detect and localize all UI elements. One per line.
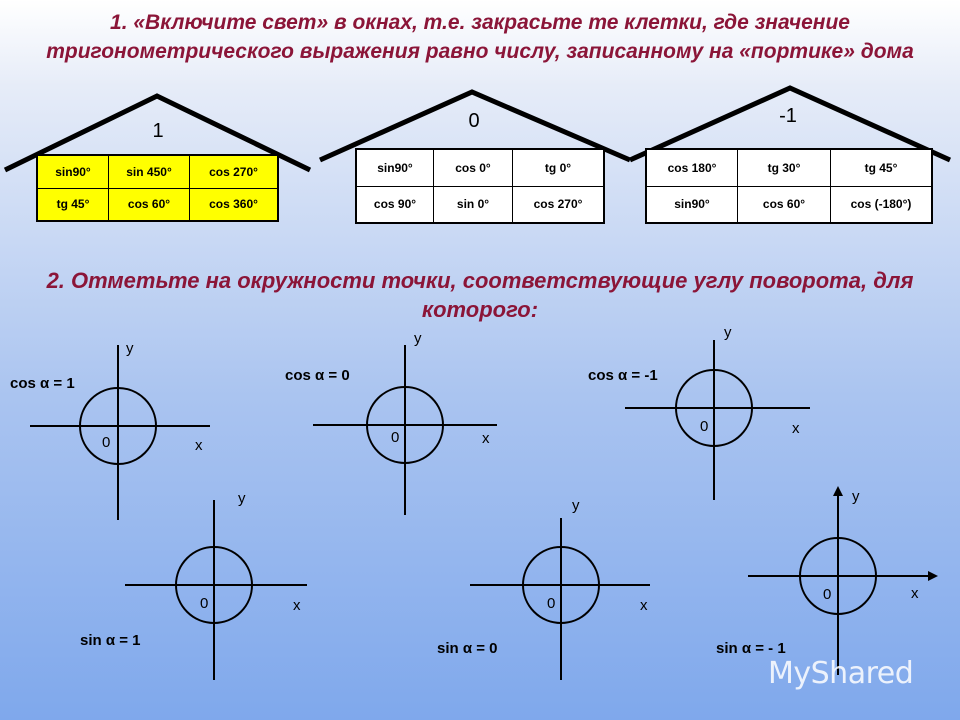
origin-label: 0	[200, 595, 209, 612]
origin-label: 0	[102, 434, 111, 451]
origin-label: 0	[391, 429, 400, 446]
window-cell[interactable]: cos 360°	[190, 188, 279, 221]
coord-system-1	[30, 345, 210, 520]
y-axis-label: y	[238, 490, 246, 507]
window-cell[interactable]: cos (-180°)	[831, 186, 933, 223]
condition-6: sin α = - 1	[716, 640, 786, 657]
coord-system-4	[125, 500, 307, 680]
house-1-label: 1	[152, 120, 164, 142]
y-axis-label: y	[126, 340, 134, 357]
origin-label: 0	[823, 586, 832, 603]
origin-label: 0	[547, 595, 556, 612]
watermark-logo: MyShared	[768, 656, 914, 691]
window-cell[interactable]: cos 90°	[356, 186, 434, 223]
condition-1: cos α = 1	[10, 375, 75, 392]
condition-2: cos α = 0	[285, 367, 350, 384]
house-1-windows	[36, 154, 279, 222]
x-axis-label: x	[293, 597, 301, 614]
task1-text: 1. «Включите свет» в окнах, т.е. закрасьте те клетки, где значение тригонометрического выражения равно числу, записанному на «портике» дома	[46, 11, 914, 63]
window-cell[interactable]: cos 60°	[738, 186, 831, 223]
origin-label: 0	[700, 418, 709, 435]
house-2-label: 0	[468, 110, 480, 132]
window-cell[interactable]: sin 0°	[434, 186, 513, 223]
x-axis-label: x	[911, 585, 919, 602]
house-3-windows	[645, 148, 933, 224]
house-3-label: -1	[779, 105, 797, 127]
house-2-windows	[355, 148, 605, 224]
window-cell[interactable]: cos 60°	[109, 188, 190, 221]
window-cell[interactable]: cos 270°	[513, 186, 605, 223]
x-axis-label: x	[640, 597, 648, 614]
window-cell[interactable]: sin90°	[37, 155, 109, 188]
y-axis-label: y	[852, 488, 860, 505]
y-axis-label: y	[572, 497, 580, 514]
condition-4: sin α = 1	[80, 632, 141, 649]
window-cell[interactable]: tg 45°	[831, 149, 933, 186]
window-cell[interactable]: cos 270°	[190, 155, 279, 188]
y-axis-label: y	[724, 324, 732, 341]
x-axis-label: x	[195, 437, 203, 454]
window-cell[interactable]: tg 45°	[37, 188, 109, 221]
y-axis-label: y	[414, 330, 422, 347]
condition-5: sin α = 0	[437, 640, 498, 657]
window-cell[interactable]: cos 0°	[434, 149, 513, 186]
coord-system-3	[625, 340, 810, 500]
window-cell[interactable]: tg 30°	[738, 149, 831, 186]
x-axis-label: x	[482, 430, 490, 447]
window-cell[interactable]: sin 450°	[109, 155, 190, 188]
window-cell[interactable]: tg 0°	[513, 149, 605, 186]
x-axis-label: x	[792, 420, 800, 437]
condition-3: cos α = -1	[588, 367, 658, 384]
task2-text: 2. Отметьте на окружности точки, соответствующие углу поворота, для которого:	[46, 268, 914, 322]
window-cell[interactable]: sin90°	[646, 186, 738, 223]
window-cell[interactable]: cos 180°	[646, 149, 738, 186]
window-cell[interactable]: sin90°	[356, 149, 434, 186]
